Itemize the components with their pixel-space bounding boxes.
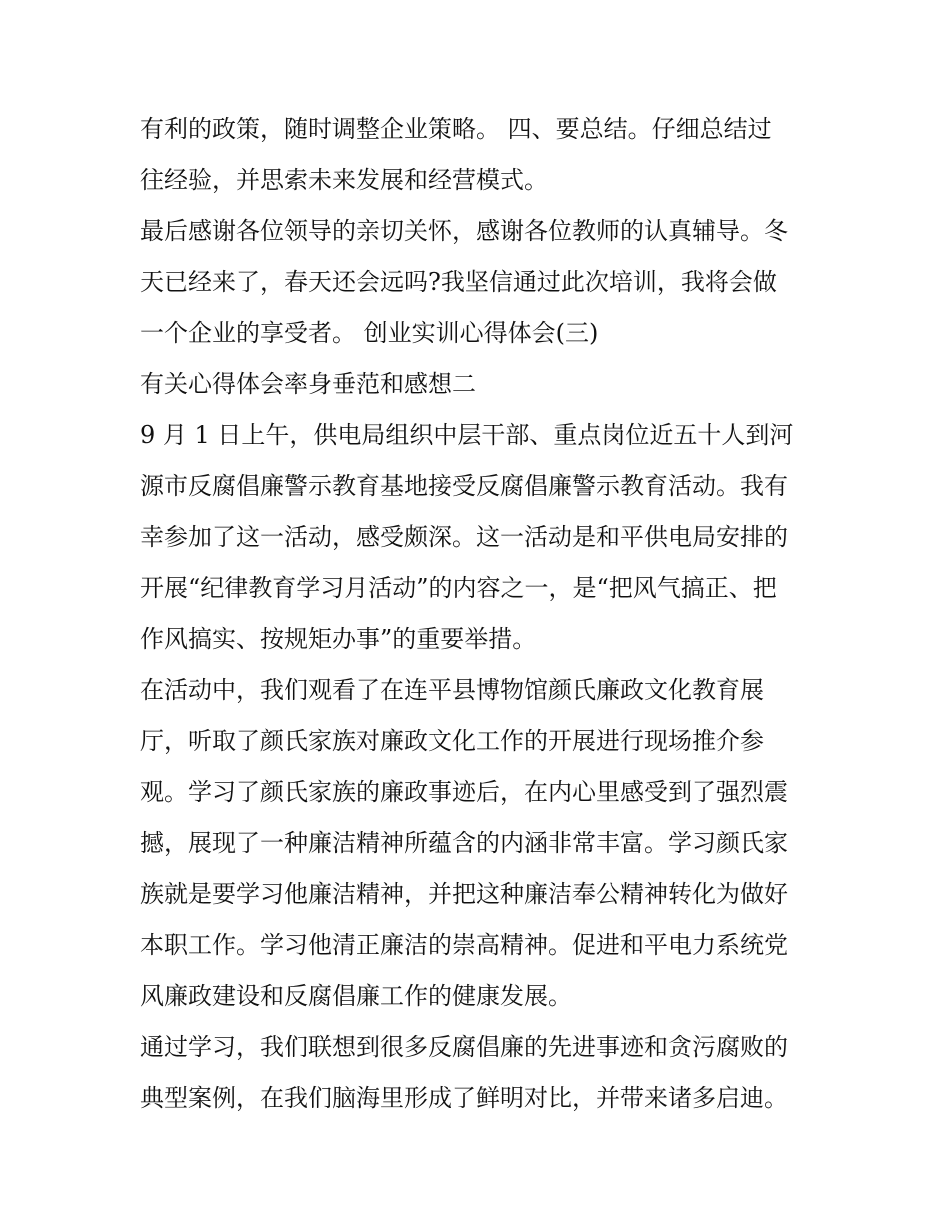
text-line: 通过学习，我们联想到很多反腐倡廉的先进事迹和贪污腐败的 [140,1033,788,1061]
text-line: 一个企业的享受者。 创业实训心得体会(三) [140,319,599,347]
text-line: 最后感谢各位领导的亲切关怀，感谢各位教师的认真辅导。冬 [140,217,788,245]
text-line: 作风搞实、按规矩办事”的重要举措。 [140,625,537,653]
text-line: 观。学习了颜氏家族的廉政事迹后，在内心里感受到了强烈震 [140,778,788,806]
text-line: 典型案例，在我们脑海里形成了鲜明对比，并带来诸多启迪。 [140,1084,788,1112]
text-line: 在活动中，我们观看了在连平县博物馆颜氏廉政文化教育展 [140,676,764,704]
text-line: 撼，展现了一种廉洁精神所蕴含的内涵非常丰富。学习颜氏家 [140,829,788,857]
document-body [140,104,820,1124]
text-line: 本职工作。学习他清正廉洁的崇高精神。促进和平电力系统党 [140,931,788,959]
text-line: 往经验，并思索未来发展和经营模式。 [140,166,548,194]
text-line: 幸参加了这一活动，感受颇深。这一活动是和平供电局安排的 [140,523,788,551]
text-line: 9 月 1 日上午，供电局组织中层干部、重点岗位近五十人到河 [140,421,794,449]
text-line: 有利的政策，随时调整企业策略。 四、要总结。仔细总结过 [140,115,772,143]
text-line: 源市反腐倡廉警示教育基地接受反腐倡廉警示教育活动。我有 [140,472,788,500]
text-line: 风廉政建设和反腐倡廉工作的健康发展。 [140,982,572,1010]
text-line: 开展“纪律教育学习月活动”的内容之一，是“把风气搞正、把 [140,574,777,602]
text-line: 厅，听取了颜氏家族对廉政文化工作的开展进行现场推介参 [140,727,764,755]
text-line: 有关心得体会率身垂范和感想二 [140,370,476,398]
text-line: 天已经来了，春天还会远吗?我坚信通过此次培训，我将会做 [140,268,777,296]
text-line: 族就是要学习他廉洁精神，并把这种廉洁奉公精神转化为做好 [140,880,788,908]
